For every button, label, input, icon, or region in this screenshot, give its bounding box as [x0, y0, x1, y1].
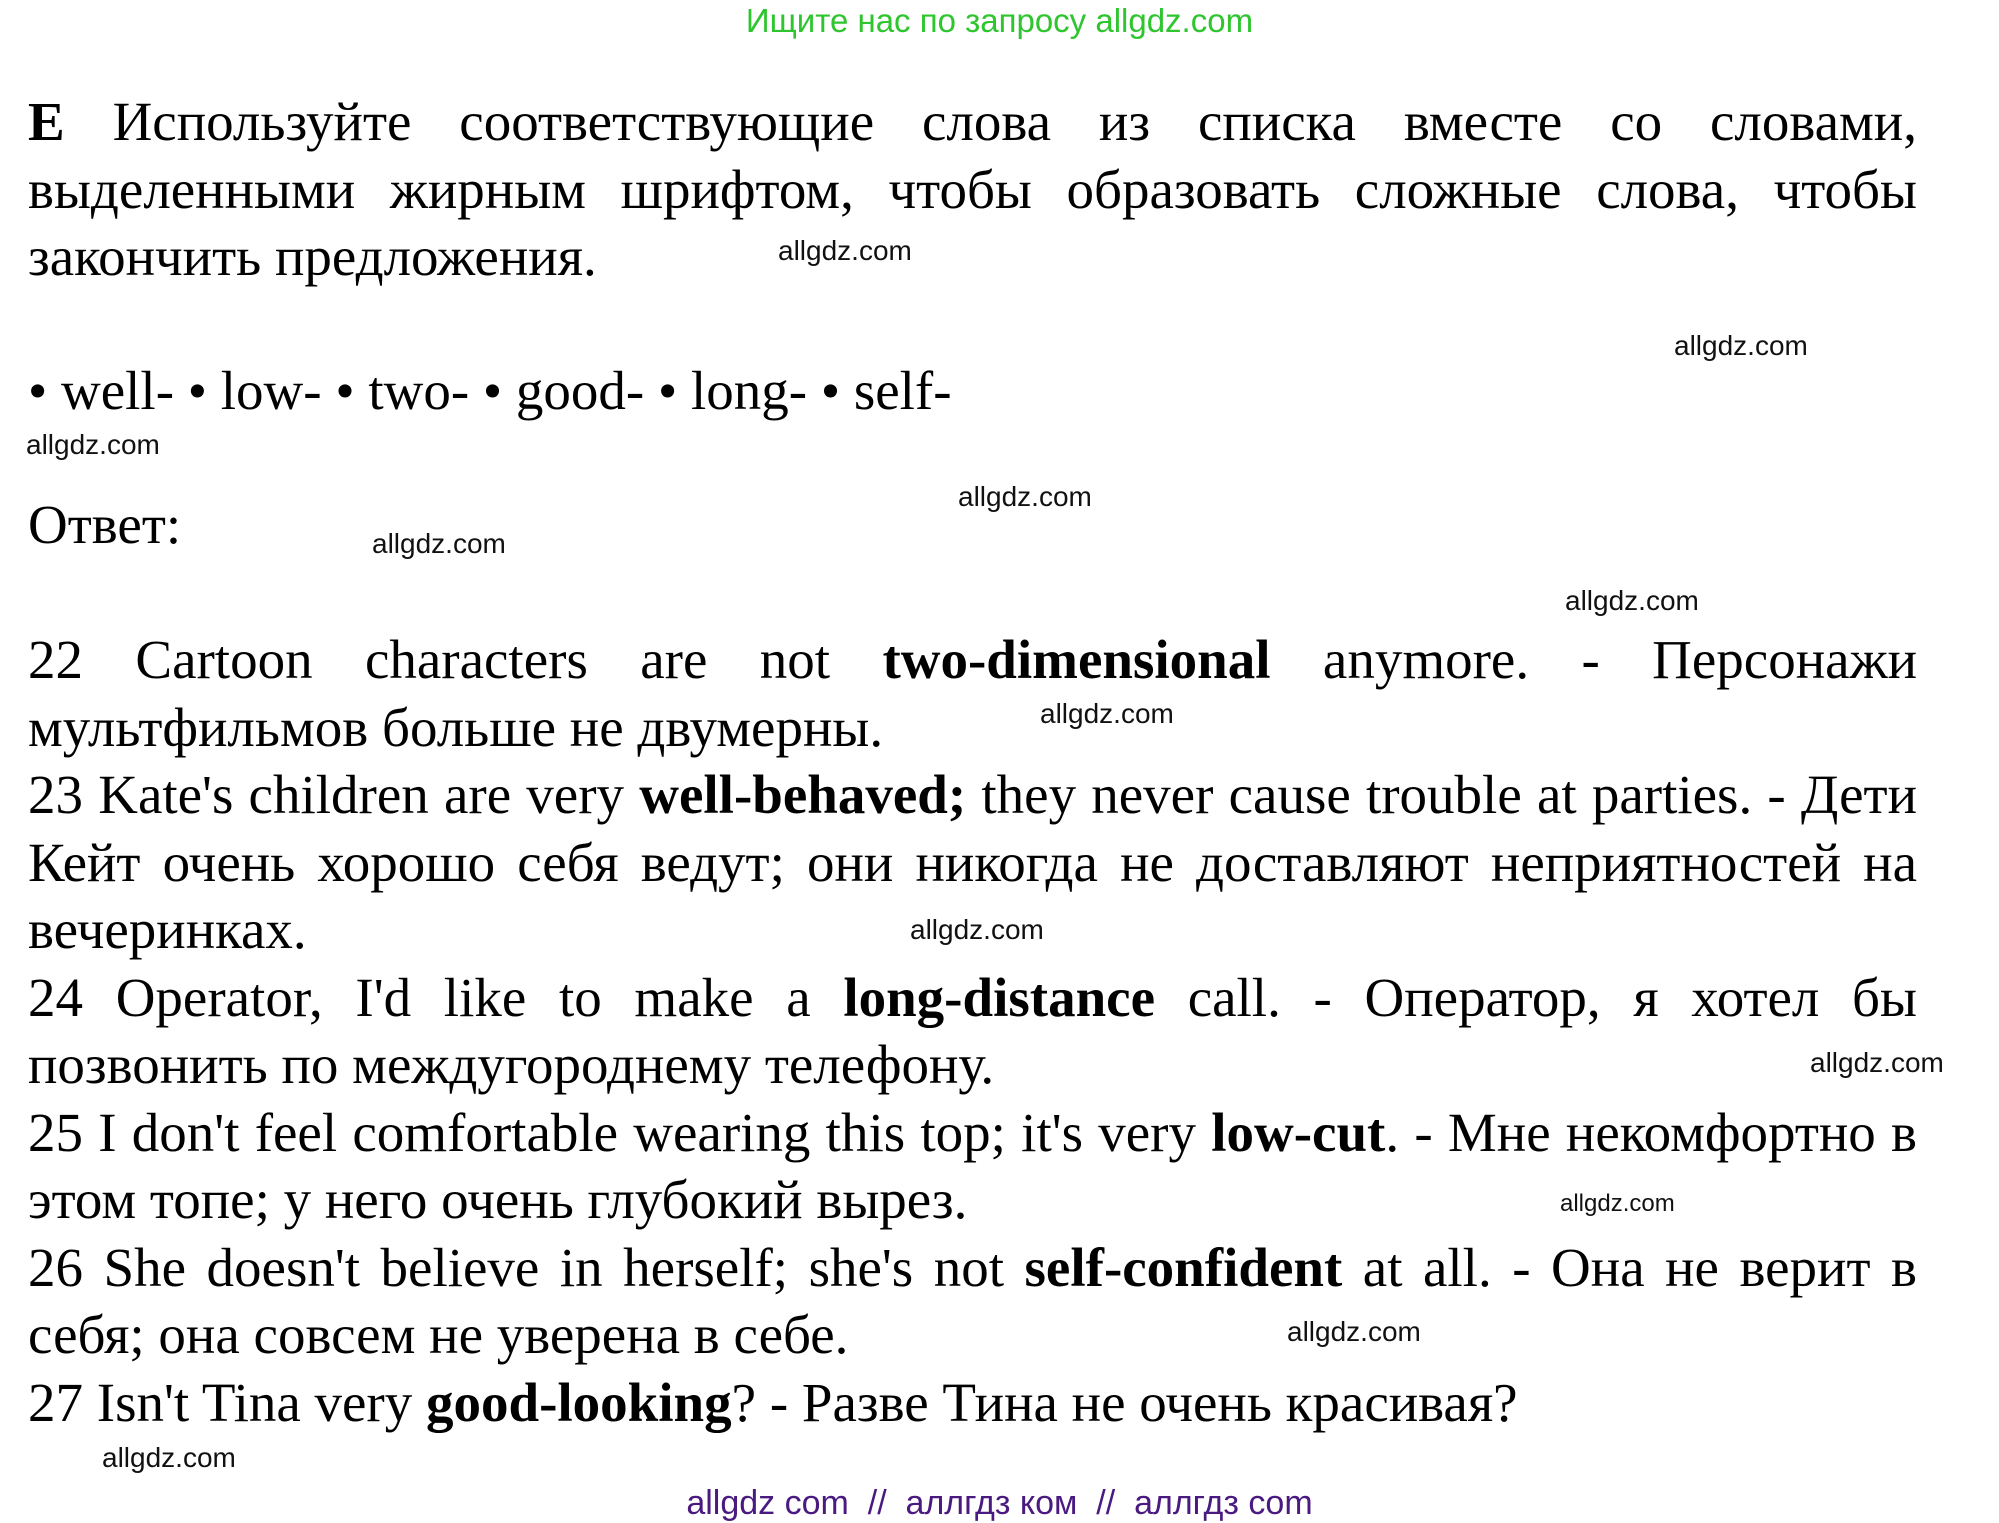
watermark: allgdz.com: [1040, 698, 1174, 729]
footer-banner: allgdz com // аллгдз ком // аллгдз com: [686, 1484, 1313, 1522]
watermark: allgdz.com: [1560, 1190, 1675, 1217]
answers-list: [28, 626, 1917, 1436]
watermark: allgdz.com: [1565, 585, 1699, 616]
watermark: allgdz.com: [1674, 330, 1808, 361]
answer-item: 24 Operator, I'd like to make a long-distance call. - Оператор, я хотел бы позвонить по междугороднему телефону.: [28, 966, 1917, 1095]
answer-item: 27 Isn't Tina very good-looking? - Разве Тина не очень красивая?: [28, 1371, 1518, 1433]
answer-item: 22 Cartoon characters are not two-dimensional anymore. - Персонажи мультфильмов больше не двумерны.: [28, 629, 1917, 758]
answer-item: 25 I don't feel comfortable wearing this top; it's very low-cut. - Мне некомфортно в этом топе; у него очень глубокий вырез.: [28, 1101, 1917, 1230]
watermark: allgdz.com: [372, 528, 506, 559]
answer-label: Ответ:: [28, 494, 182, 555]
watermark: allgdz.com: [910, 914, 1044, 945]
watermark: allgdz.com: [958, 481, 1092, 512]
answer-item: 26 She doesn't believe in herself; she's not self-confident at all. - Она не верит в себя; она совсем не уверена в себе.: [28, 1236, 1917, 1365]
watermark: allgdz.com: [1810, 1047, 1944, 1078]
search-banner: Ищите нас по запросу allgdz.com: [745, 2, 1254, 39]
answer-item: 23 Kate's children are very well-behaved; they never cause trouble at parties. - Дети Кейт очень хорошо себя ведут; они никогда не доставляют неприятностей на вечеринках.: [28, 764, 1918, 960]
task-letter: E: [28, 91, 65, 152]
word-list: • well- • low- • two- • good- • long- • self-: [28, 360, 952, 421]
watermark: allgdz.com: [1287, 1316, 1421, 1347]
task-instruction: [28, 88, 1917, 291]
watermark: allgdz.com: [102, 1442, 236, 1473]
watermark: allgdz.com: [26, 429, 160, 460]
instruction-text: Используйте соответствующие слова из списка вместе со словами, выделенными жирным шрифтом, чтобы образовать сложные слова, чтобы закончить предложения.: [28, 91, 1917, 287]
watermark: allgdz.com: [778, 235, 912, 266]
